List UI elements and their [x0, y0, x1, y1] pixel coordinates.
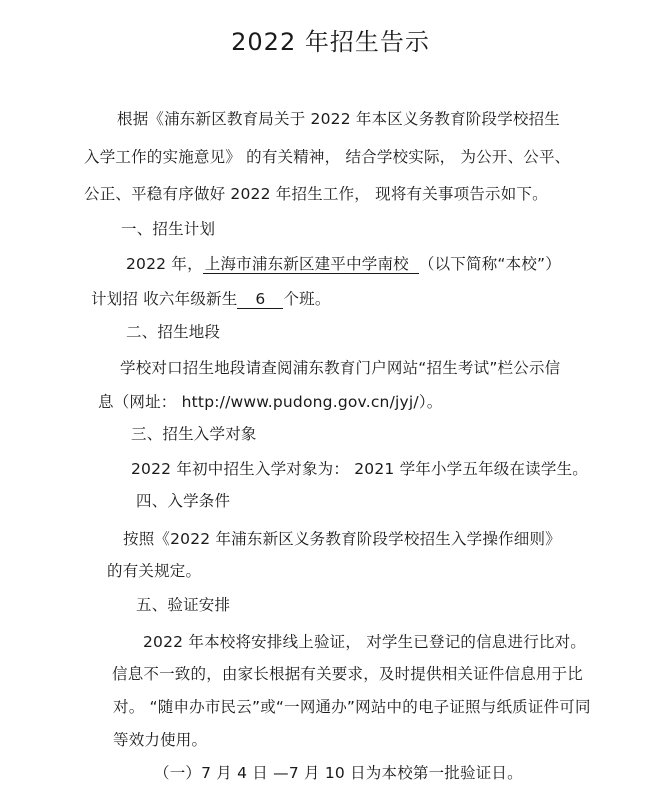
school-name-fill: 上海市浦东新区建平中学南校	[203, 255, 419, 274]
section-1-line-1	[126, 254, 561, 274]
section-2-line-1: 学校对口招生地段请查阅浦东教育门户网站“招生考试”栏公示信	[120, 359, 561, 377]
section-5-line-1: 2022 年本校将安排线上验证， 对学生已登记的信息进行比对。	[143, 633, 587, 651]
intro-line-3: 公正、平稳有序做好 2022 年招生工作， 现将有关事项告示如下。	[84, 185, 548, 203]
section-1-heading: 一、招生计划	[121, 220, 216, 238]
section-2-line-2: 息（网址： http://www.pudong.gov.cn/jyj/）。	[98, 393, 443, 411]
class-count-fill: 6	[237, 290, 283, 309]
document-title: 2022 年招生告示	[231, 28, 430, 56]
section-3-line-1: 2022 年初中招生入学对象为： 2021 学年小学五年级在读学生。	[131, 460, 588, 478]
section-5-line-3: 对。 “随申办市民云”或“一网通办”网站中的电子证照与纸质证件可同	[113, 698, 591, 716]
plan-suffix: 个班。	[283, 290, 331, 308]
year-prefix: 2022 年，	[126, 255, 203, 273]
plan-prefix: 计划招 收六年级新生	[91, 290, 238, 308]
section-4-line-2: 的有关规定。	[107, 562, 202, 580]
section-5-line-4: 等效力使用。	[113, 731, 208, 749]
section-2-heading: 二、招生地段	[126, 323, 221, 341]
section-4-heading: 四、入学条件	[136, 492, 231, 510]
intro-line-2: 入学工作的实施意见》 的有关精神， 结合学校实际， 为公开、公平、	[84, 148, 571, 166]
section-1-line-2	[91, 289, 331, 309]
section-5-item-1: （一）7 月 4 日 —7 月 10 日为本校第一批验证日。	[154, 764, 523, 782]
section-4-line-1: 按照《2022 年浦东新区义务教育阶段学校招生入学操作细则》	[123, 530, 561, 548]
intro-line-1: 根据《浦东新区教育局关于 2022 年本区义务教育阶段学校招生	[117, 110, 561, 128]
abbreviation-note: （以下简称“本校”）	[418, 255, 561, 273]
section-5-heading: 五、验证安排	[136, 596, 231, 614]
section-3-heading: 三、招生入学对象	[131, 425, 257, 443]
section-5-line-2: 信息不一致的，由家长根据有关要求，及时提供相关证件信息用于比	[112, 665, 584, 683]
